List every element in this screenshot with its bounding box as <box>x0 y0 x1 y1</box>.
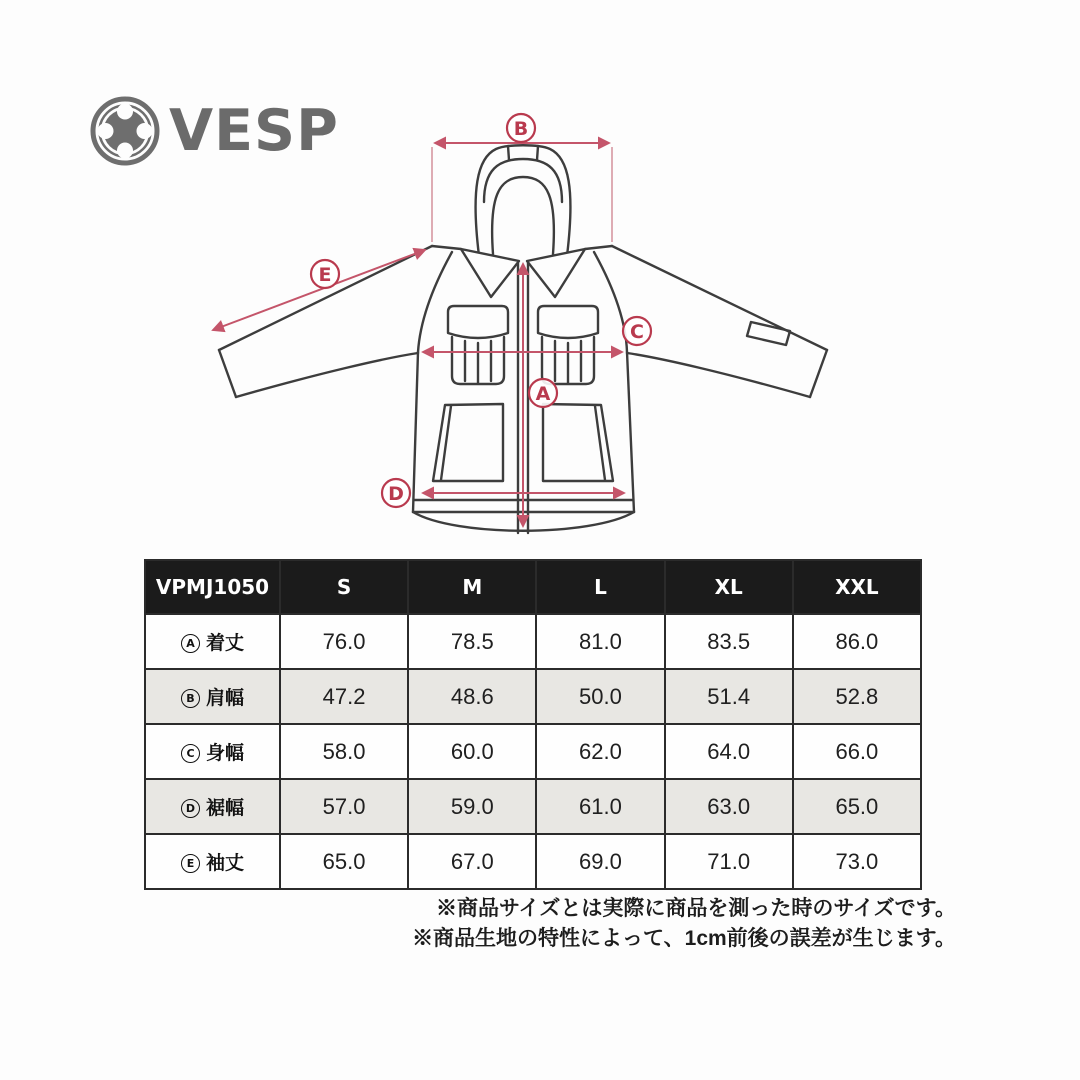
table-row-d <box>145 779 921 834</box>
callout-a <box>529 379 557 407</box>
circle-letter-a: A <box>181 634 200 653</box>
callout-c <box>623 317 651 345</box>
cell-value: 58.0 <box>280 724 408 779</box>
note-line-2: ※商品生地の特性によって、1cm前後の誤差が生じます。 <box>412 927 956 951</box>
cell-value: 69.0 <box>536 834 664 889</box>
col-header-m: M <box>408 560 536 614</box>
row-label: B 肩幅 <box>145 669 280 724</box>
row-label: A 着丈 <box>145 614 280 669</box>
svg-text:A: A <box>535 383 551 405</box>
cell-value: 86.0 <box>793 614 921 669</box>
logo-text: VESP <box>169 97 339 164</box>
cell-value: 60.0 <box>408 724 536 779</box>
callout-b <box>507 114 535 142</box>
circle-letter-e: E <box>181 854 200 873</box>
extension-lines <box>432 147 612 242</box>
cell-value: 47.2 <box>280 669 408 724</box>
table-row-b <box>145 669 921 724</box>
svg-text:B: B <box>513 118 529 140</box>
size-table <box>144 559 922 890</box>
cell-value: 63.0 <box>665 779 793 834</box>
cell-value: 61.0 <box>536 779 664 834</box>
svg-text:D: D <box>388 483 404 505</box>
circle-letter-b: B <box>181 689 200 708</box>
col-header-xxl: XXL <box>793 560 921 614</box>
circle-letter-c: C <box>181 744 200 763</box>
row-label: E 袖丈 <box>145 834 280 889</box>
table-row-e <box>145 834 921 889</box>
model-code: VPMJ1050 <box>145 560 280 614</box>
vesp-emblem-icon <box>88 94 162 168</box>
table-header-row <box>145 560 921 614</box>
svg-text:C: C <box>630 321 644 343</box>
callout-d <box>382 479 410 507</box>
col-header-s: S <box>280 560 408 614</box>
cell-value: 64.0 <box>665 724 793 779</box>
cell-value: 51.4 <box>665 669 793 724</box>
callout-e <box>311 260 339 288</box>
cell-value: 66.0 <box>793 724 921 779</box>
cell-value: 78.5 <box>408 614 536 669</box>
cell-value: 67.0 <box>408 834 536 889</box>
note-line-1: ※商品サイズとは実際に商品を測った時のサイズです。 <box>436 897 956 920</box>
cell-value: 48.6 <box>408 669 536 724</box>
cell-value: 71.0 <box>665 834 793 889</box>
col-header-xl: XL <box>665 560 793 614</box>
cell-value: 65.0 <box>280 834 408 889</box>
row-label: C 身幅 <box>145 724 280 779</box>
size-notes <box>412 894 956 955</box>
cell-value: 73.0 <box>793 834 921 889</box>
cell-value: 62.0 <box>536 724 664 779</box>
cell-value: 50.0 <box>536 669 664 724</box>
cell-value: 65.0 <box>793 779 921 834</box>
circle-letter-d: D <box>181 799 200 818</box>
row-label: D 裾幅 <box>145 779 280 834</box>
cell-value: 52.8 <box>793 669 921 724</box>
cell-value: 83.5 <box>665 614 793 669</box>
cell-value: 59.0 <box>408 779 536 834</box>
cell-value: 57.0 <box>280 779 408 834</box>
jacket-diagram <box>180 95 880 565</box>
table-row-c <box>145 724 921 779</box>
cell-value: 81.0 <box>536 614 664 669</box>
col-header-l: L <box>536 560 664 614</box>
cell-value: 76.0 <box>280 614 408 669</box>
svg-text:E: E <box>318 264 332 286</box>
table-row-a <box>145 614 921 669</box>
